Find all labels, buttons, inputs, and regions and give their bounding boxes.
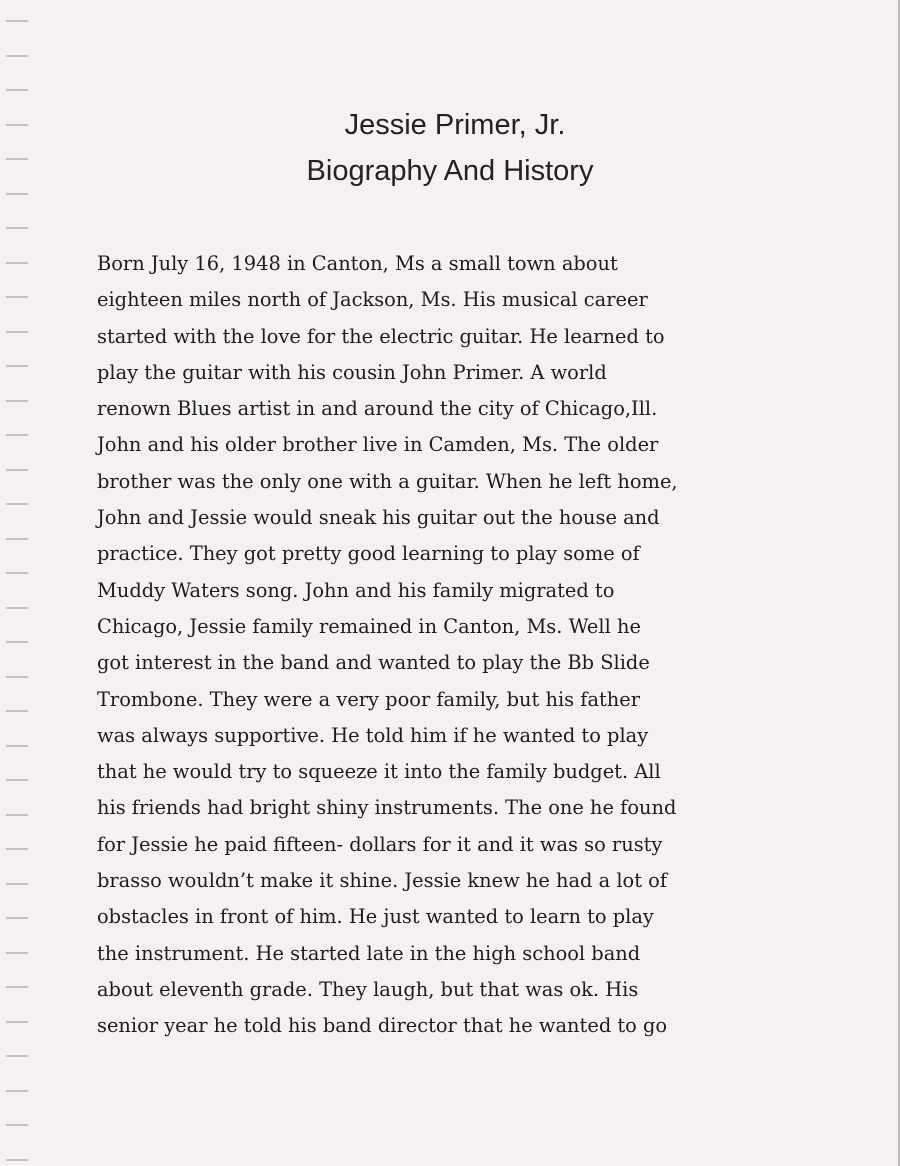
title-line-2: Biography And History	[306, 155, 594, 187]
binding-mark	[6, 572, 28, 574]
body-line: obstacles in front of him. He just wanted to learn to play	[97, 905, 654, 929]
binding-mark	[6, 227, 28, 229]
binding-mark	[6, 883, 28, 885]
binding-mark	[6, 1159, 28, 1161]
binding-mark	[6, 710, 28, 712]
body-line: the instrument. He started late in the high school band	[97, 941, 641, 965]
body-line: got interest in the band and wanted to play the Bb Slide	[97, 651, 650, 675]
body-line: brasso wouldn’t make it shine. Jessie knew he had a lot of	[97, 869, 668, 893]
body-line: brother was the only one with a guitar. When he left home,	[97, 469, 678, 493]
body-line: eighteen miles north of Jackson, Ms. His musical career	[97, 288, 648, 312]
binding-mark	[6, 89, 28, 91]
binding-mark	[6, 814, 28, 816]
body-line: John and his older brother live in Camden, Ms. The older	[97, 433, 659, 457]
body-line: Trombone. They were a very poor family, but his father	[97, 687, 641, 711]
binding-mark	[6, 55, 28, 57]
binding-mark	[6, 676, 28, 678]
binding-mark	[6, 296, 28, 298]
binding-mark	[6, 1021, 28, 1023]
body-line: Chicago, Jessie family remained in Canton, Ms. Well he	[97, 614, 641, 638]
body-line: for Jessie he paid fifteen- dollars for it and it was so rusty	[97, 832, 663, 856]
binding-mark	[6, 779, 28, 781]
binding-mark	[6, 469, 28, 471]
body-line: Muddy Waters song. John and his family migrated to	[97, 578, 615, 602]
body-line: play the guitar with his cousin John Primer. A world	[97, 360, 607, 384]
body-line: Born July 16, 1948 in Canton, Ms a small town about	[97, 252, 618, 275]
body-line: practice. They got pretty good learning to play some of	[97, 542, 640, 566]
binding-mark	[6, 20, 28, 22]
body-line: renown Blues artist in and around the city of Chicago,Ill.	[97, 397, 658, 421]
binding-mark	[6, 917, 28, 919]
binding-mark	[6, 400, 28, 402]
body-line: about eleventh grade. They laugh, but that was ok. His	[97, 977, 639, 1001]
body-line: John and Jessie would sneak his guitar out the house and	[97, 506, 660, 530]
body-line: started with the love for the electric guitar. He learned to	[97, 324, 665, 348]
binding-mark	[6, 848, 28, 850]
page-title	[0, 102, 900, 194]
body-line: senior year he told his band director that he wanted to go	[97, 1014, 668, 1038]
body-line: was always supportive. He told him if he wanted to play	[97, 723, 649, 747]
binding-mark	[6, 365, 28, 367]
binding-mark	[6, 1055, 28, 1057]
binding-mark	[6, 434, 28, 436]
binding-mark	[6, 745, 28, 747]
binding-mark	[6, 641, 28, 643]
body-line: his friends had bright shiny instruments. The one he found	[97, 796, 677, 820]
biography-text	[97, 246, 817, 1045]
binding-mark	[6, 262, 28, 264]
body-line: that he would try to squeeze it into the family budget. All	[97, 760, 661, 784]
binding-mark	[6, 503, 28, 505]
title-line-1: Jessie Primer, Jr.	[344, 109, 566, 141]
binding-mark	[6, 1124, 28, 1126]
binding-mark	[6, 1090, 28, 1092]
binding-mark	[6, 538, 28, 540]
binding-mark	[6, 331, 28, 333]
binding-mark	[6, 952, 28, 954]
binding-mark	[6, 986, 28, 988]
binding-mark	[6, 607, 28, 609]
